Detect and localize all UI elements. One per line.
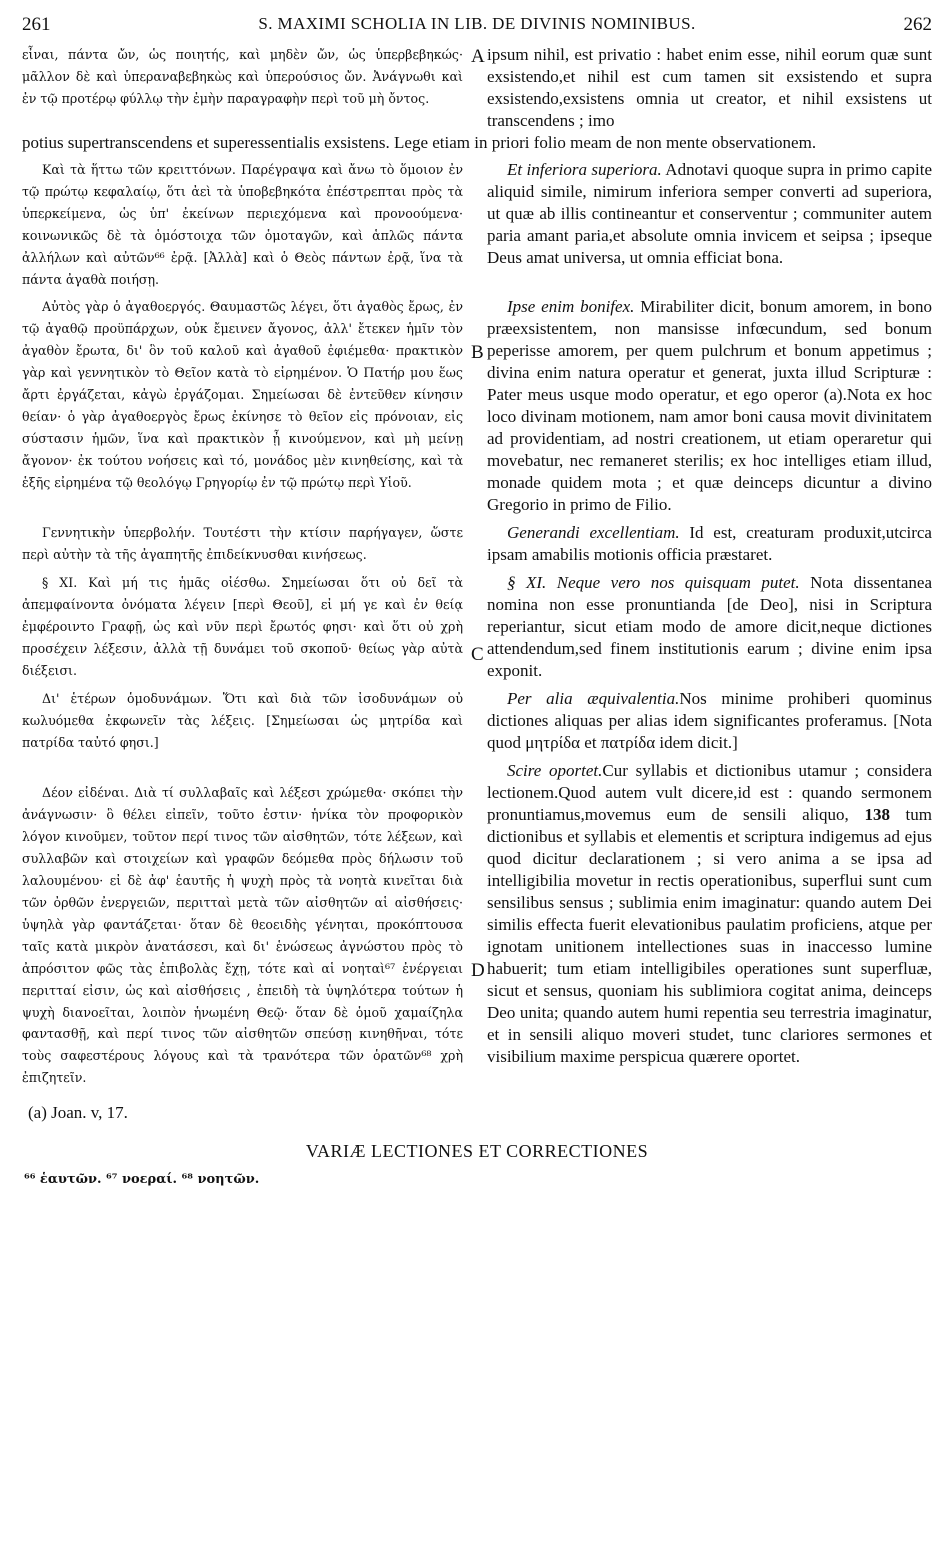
page — [22, 14, 932, 1187]
latin-text: ipsum nihil, est privatio : habet enim esse, nihil eorum quæ sunt exsistendo,et nihil est cum tamen sit exsistendo et supra exsistendo,exsistens omnia ut creator, et nihil exsistens ut transcendens ; imo — [487, 45, 932, 130]
greek-paragraph: Δέον εἰδέναι. Διὰ τί συλλαβαῖς καὶ λέξεσι χρώμεθα· σκόπει τὴν ἀνάγνωσιν· ὃ θέλει εἰπεῖν, τοῦτο ἐστιν· ἡνίκα τὸν προφορικὸν λόγον κινοῦμεν, τοῦτον περί τινος τῶν αἰσθητῶν, τότε λέξεων, καὶ συλλαβῶν καὶ στοιχείων καὶ γραφῶν δεόμεθα πρὸς δήλωσιν τοῦ λαλουμένου· εἰ δὲ ἀφ' ἑαυτῆς ἡ ψυχὴ πρὸς τὰ νοητὰ κινεῖται διὰ τῶν ὀρθῶν ἐνεργειῶν, περιτταὶ μετὰ τῶν αἰσθητῶν αἱ αἰσθήσεις· ὑψηλὰ γὰρ φαντάζεται· ὅταν δὲ θεοειδὴς γένηται, προκόπτουσα ταῖς κατὰ μικρὸν ἀνατάσεσι, καὶ δι' ἑνώσεως ἀγνώστου πρὸς τὸ ἀπρόσιτον φῶς τὰς ἐπιβολὰς ἔχῃ, τότε καὶ αἱ νοηταὶ⁶⁷ ἐνέργειαι περιτταί εἰσιν, ὡς καὶ αἰσθήσεις , ἐπειδὴ τὰ ὑψηλότερα τούτων ἡ ψυχὴ διανοεῖται, λοιπὸν ἡνωμένη Θεῷ· ὅταν δὲ ὁμοῦ χαμαίζηλα φαντασθῇ, καὶ περί τινος τῶν αἰσθητῶν σπεύσῃ κινηθῆναι, τότε τοὺς σαφεστέρους λόγους καὶ τὰ τρανότερα τῶν ὁρατῶν⁶⁸ χρὴ ἐπιζητεῖν. — [22, 785, 463, 1086]
latin-paragraph — [487, 760, 932, 1089]
greek-text: εἶναι, πάντα ὤν, ὡς ποιητής, καὶ μηδὲν ὤν, ὡς ὑπερβεβηκώς· μᾶλλον δὲ καὶ ὑπεραναβεβηκὼς καὶ ὑπερούσιος ὤν. Ἀνάγνωθι καὶ ἐν τῷ προτέρῳ φύλλῳ τὴν ἐμὴν παραγραφὴν περὶ τοῦ μὴ ὄντος. — [22, 47, 463, 106]
section — [22, 159, 932, 290]
page-number-right: 262 — [903, 14, 932, 35]
greek-paragraph: Καὶ τὰ ἥττω τῶν κρειττόνων. Παρέγραψα καὶ ἄνω τὸ ὅμοιον ἐν τῷ πρώτῳ κεφαλαίῳ, ὅτι ἀεὶ τὰ ὑποβεβηκότα ἐπέστρεπται πρὸς τὰ ὑπερκείμενα, ὡς ὑπ' ἐκείνων περιεχόμενα καὶ προνοούμενα· κοινωνικῶς δὲ τὰ ὁμόστοιχα τῶν ὁμοταγῶν, καὶ ἁπλῶς πάντα ἀλλήλων καὶ αὐτῶν⁶⁶ ἐρᾷ. [Ἀλλὰ] καὶ ὁ Θεὸς πάντων ἐρᾷ, ἵνα τὰ πάντα ἀγαθὰ ποιήσῃ. — [22, 162, 463, 287]
section — [22, 296, 932, 516]
latin-paragraph — [487, 296, 932, 516]
full-width-text: potius supertranscendens et superessentialis exsistens. Lege etiam in priori folio meam de non mente observationem. — [22, 133, 817, 152]
top-block — [22, 44, 932, 132]
latin-body: Nota dissentanea nomina non esse pronuntianda [de Deo], nisi in Scriptura reperiantur, sicut etiam modo de amore dicit,neque dictiones attendendum,sed finem institutionis earum ; divine enim ipsa exponit. — [487, 573, 932, 681]
latin-lemma: Scire oportet. — [507, 761, 603, 781]
latin-paragraph — [487, 572, 932, 682]
section — [22, 688, 932, 754]
latin-paragraph — [487, 159, 932, 290]
latin-body: Mirabiliter dicit, bonum amorem, in bono præexsistentem, non mansisse infœcundum, sed bonum peperisse amorem, per quem pulchrum et bonum appetimus ; divina enim natura operatur et generat, juxta illud Scripturæ : Pater meus usque modo operatur, et ego operor (a).Nota ex hoc loco divinam motionem, nam amor boni causa movit divinitatem ad providentiam, ad nostri creationem, ut etiam operaretur qui movebatur, nec remaneret sterilis; ex hoc intelliges etiam illud, monade quidem mota ; et quæ deinceps dicuntur a divino Gregorio in primo de Filio. — [487, 297, 932, 515]
greek-paragraph: Δι' ἑτέρων ὁμοδυνάμων. Ὅτι καὶ διὰ τῶν ἰσοδυνάμων οὐ κωλυόμεθα ἐκφωνεῖν τὰς λέξεις. [Σημείωσαι ὡς μητρίδα καὶ πατρίδα ταὐτό φησι.] — [22, 691, 463, 751]
column-number: 138 — [864, 805, 890, 825]
greek-paragraph: Γεννητικὴν ὑπερβολήν. Τουτέστι τὴν κτίσιν παρήγαγεν, ὥστε περὶ αὐτὴν τὰ τῆς ἀγαπητῆς ἐπιδείκνυσθαι κινήσεως. — [22, 525, 463, 563]
latin-lemma: Per alia æquivalentia. — [507, 689, 680, 709]
greek-paragraph: Αὐτὸς γὰρ ὁ ἀγαθοεργός. Θαυμαστῶς λέγει, ὅτι ἀγαθὸς ἔρως, ἐν τῷ ἀγαθῷ προϋπάρχων, οὐκ ἔμεινεν ἄγονος, ἀλλ' ἔτεκεν ἡμῖν τὸν ἀγαθὸν ἔρωτα, δι' ὃν τοῦ καλοῦ καὶ ἀγαθοῦ ἐφιέμεθα· πρακτικὸν γὰρ καὶ γεννητικὸν τὸ Θεῖον κατὰ τὸ εἰρημένον. Ὁ Πατήρ μου ἕως ἄρτι ἐργάζεται, κἀγὼ ἐργάζομαι. Σημείωσαι δὲ ἐντεῦθεν κίνησιν θείαν· ὁ γὰρ ἀγαθοεργὸς ἔρως ἐκίνησε τὸ θεῖον εἰς πρόνοιαν, εἰς σύστασιν ἡμῶν, ἵνα καὶ πρακτικὸν ᾖ κινούμενον, καὶ μὴ μείνῃ ἄγονον· ἐκ τούτου νοήσεις καὶ τό, μονάδος μὲν κινηθείσης, καὶ τὰ ἑξῆς εἰρημένα τῷ θεολόγῳ Γρηγορίῳ ἐν τῷ πρώτῳ περὶ Υἱοῦ. — [22, 299, 463, 490]
margin-marker: B — [471, 342, 484, 364]
latin-paragraph — [487, 522, 932, 566]
footnote: (a) Joan. v, 17. — [28, 1103, 128, 1123]
latin-lemma: Generandi excellentiam. — [507, 523, 680, 543]
latin-body: Adnotavi quoque supra in primo capite aliquid simile, nimirum inferiora semper converti ad superiora, ut quæ ab illis contineantur et conserventur ; communiter autem paria amant paria,et absolute omnia invicem et seipsa ; ipseque Deus amat universa, ut omnia efficiat bona. — [487, 160, 932, 267]
section — [22, 760, 932, 1089]
section — [22, 572, 932, 682]
variae-lectiones: ⁶⁶ ἑαυτῶν. ⁶⁷ νοεραί. ⁶⁸ νοητῶν. — [24, 1172, 260, 1188]
margin-marker: A — [471, 46, 485, 67]
latin-body: Nos minime prohiberi quominus dictiones aliquas per alias idem significantes proferamus. [Nota quod μητρίδα et πατρίδα idem dicit.] — [487, 689, 932, 753]
latin-lemma: § XI. Neque vero nos quisquam putet. — [507, 573, 800, 593]
variae-title: VARIÆ LECTIONES ET CORRECTIONES — [305, 1141, 649, 1162]
greek-paragraph: § XI. Καὶ μή τις ἡμᾶς οἰέσθω. Σημείωσαι ὅτι οὐ δεῖ τὰ ἀπεμφαίνοντα ὀνόματα λέγειν [περὶ Θεοῦ], εἰ μή γε καὶ ἐν θείᾳ ἐμφέροιντο Γραφῇ, ὡς καὶ νῦν περὶ ἔρωτός φησι· καὶ ὅτι οὐ χρὴ προσέχειν λέξεσιν, ἀλλὰ τῇ δυνάμει τοῦ σκοποῦ· θείως γὰρ αὐτὰ διέξεισι. — [22, 575, 463, 679]
latin-body: tum dictionibus et syllabis et elementis et scriptura indigemus ad ejus quod dicitur declarationem ; si vero anima a se ipsa ad intelligibilia movetur in rectis operationibus, superflui sunt cum sensilibus sensus ; sublimia enim imaginatur: quando autem Dei similis effecta fuerit elevationibus paulatim proficiens, atque per ignotam unitionem intellectiones suas in inaccesso lumine habuerit; tum etiam intelligibiles operationes sunt superfluæ, sicut et sensus, quoniam his sublimiora cogitat anima, deinceps Deo unita; quando autem humi repentia seu terrestria imaginatur, et in sensili aliquo moveri studet, tunc clariores sermones et visibilium maxime perspicua quærere oportet. — [487, 805, 932, 1067]
page-number-left: 261 — [22, 14, 51, 35]
section — [22, 522, 932, 566]
margin-marker: D — [471, 960, 485, 982]
latin-body: Cur syllabis et dictionibus utamur ; considera lectionem.Quod autem vult dicere,id est : quando sermonem pronuntiamus,movemus eum de sensili aliquo, — [487, 761, 933, 825]
latin-lemma: Et inferiora superiora. — [507, 160, 662, 179]
latin-paragraph — [487, 688, 932, 754]
latin-lemma: Ipse enim bonifex. — [507, 297, 635, 317]
page-header — [22, 14, 932, 44]
latin-body: Id est, creaturam produxit,utcirca ipsam amabilis motionis officia præstaret. — [487, 523, 932, 565]
margin-marker: C — [471, 644, 484, 666]
running-title: S. MAXIMI SCHOLIA IN LIB. DE DIVINIS NOMINIBUS. — [258, 14, 696, 33]
